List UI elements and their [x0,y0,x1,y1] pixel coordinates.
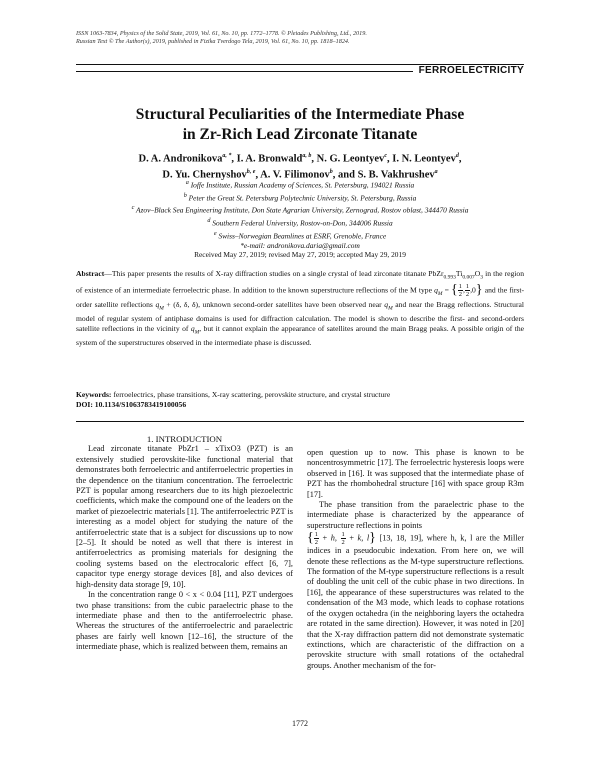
author: D. Yu. Chernyshov [162,169,247,180]
affiliation-text: Azov–Black Sea Engineering Institute, Don State Agrarian University, Zernograd, Rostov oblast, 344470 Russia [136,205,469,215]
abstract-text: + (δ, δ, δ), unknown second-order satellites have been observed near [163,299,385,309]
doi [76,400,524,410]
brace-right: } [475,282,483,298]
column-right [307,448,524,671]
section-label: FERROELECTRICITY [413,65,524,76]
affiliation [76,178,524,191]
math-q: q [384,299,389,309]
author-line: D. Yu. Chernyshov$^{b, e}$, A. V. Filimonov$^b$, and S. B. Vakhrushev$^a$ [162,168,438,180]
author-sup: d [455,153,459,159]
abstract-text: Ti [455,269,463,278]
paragraph: { $\frac{1}{2} + h$, $\frac{1}{2} + k$, l} [13, 18, 19], where h, k, l are the Miller indices in a pseudocubic indexation. From here on, we will denote these reflections as the M-type superstructure reflections. The formation of the M-type superstructure reflections is a result of doubling the unit cell of the cubic phase in two directions. In [16], the appearance of these superstructures was related to the condensation of the M3 mode, which leads to cophase rotations of the oxygen octahedra (in the neighboring layers the octahedra are rotated in the same direction). However, it was noted in [20] that the X-ray diffraction pattern did not demonstrate systematic extinctions, which are characteristic of the diffraction on a perovskite structure with small rotations of the octahedral groups. Another mechanism of the for- [307,530,524,670]
abstract-text: —This paper presents the results of X-ray diffraction studies on a single crystal of lead zirconate titanate PbZr [104,269,444,278]
affiliation [76,191,524,204]
author-sup: a [434,168,438,175]
math-sub: M [437,291,443,298]
author-sup: b [329,168,333,175]
brace-right: } [369,530,376,546]
paper-title [76,105,524,145]
math-q: q [190,323,195,333]
keywords-block [76,390,524,410]
formula-sub: 0.007 [462,274,475,281]
author: I. A. Bronwald [236,153,303,165]
affiliations [76,178,524,252]
affiliation-sup: a [185,180,189,186]
paragraph: open question up to now. This phase is known to be noncentrosymmetric [17]. The ferroelectric hysteresis loops were observed in [16]. It was supposed that the intermediate phase of PZT has the rhombohedral structure [16] with space group R3m [17]. [307,448,524,499]
math-q: q [434,285,438,295]
abstract: Abstract—This paper presents the results of X-ray diffraction studies on a single crystal of lead zirconate titanate $PbZr_{0.993}Ti_{0.007}O_3$ in the region of existence of an intermediate ferroelectric phase. In addition to the known superstructure reflections of the M type $q_M$ = { $\frac{1}{2}$, $\frac{1}{2},0$} and the first-order satellite reflections $q_M + (\delta$, δ, δ), unknown second-order satellites have been observed near $q_M$ and near the Bragg reflections. Structural model of regular system of antiphase domains is used for diffraction calculation. The model is shown to describe the first- and second-orders satellite reflections in the vicinity of $q_M$, but it cannot explain the appearance of satellites around the main Bragg peaks. A possible origin of the system of the superstructures observed in the intermediate phase is discussed. [76,269,525,348]
paragraph: Lead zirconate titanate PbZr1 – xTixO3 (PZT) is an extensively studied perovskite-like functional material that demonstrates both ferroelectric and antiferroelectric properties in the dependence on the titanium concentration. The ferroelectric PZT is popular among researchers due to its high piezoelectric coefficients, which make the compound one of the leaders on the market of piezoelectric materials [1]. The antiferroelectric PZT is interesting as a model object for studying the nature of the antiferroelectric state that is a subject for discussions up to now [2–5]. It should be noted as well that there is interest in antiferroelectrics as promising materials for designing the cooling systems based on the electrocaloric effect [6, 7], capacitor type energy storage devices [8], and also devices of high-density data storage [9, 10]. [76,444,293,589]
journal-header [76,30,516,46]
column-left [76,434,293,653]
author: A. V. Filimonov [260,169,330,180]
formula-sub: 3 [480,274,483,281]
math-sub: M [388,305,393,312]
affiliation-sup: e [213,230,217,237]
abstract-text: in the region of existence of an intermediate ferroelectric phase. In addition to the known superstructure reflections of the M type [76,269,525,295]
journal-header-line: ISSN 1063-7834, Physics of the Solid State, 2019, Vol. 61, No. 10, pp. 1772–1778. © Pleiades Publishing, Ltd., 2019. [76,30,367,37]
author: S. B. Vakhrushev [357,169,435,180]
author-sup: c [384,153,387,159]
received-dates: Received May 27, 2019; revised May 27, 2019; accepted May 29, 2019 [194,250,406,259]
divider [76,421,524,422]
email[interactable]: *e-mail: andronikova.daria@gmail.com [240,241,360,251]
math-sub: M [159,305,164,312]
affiliation-sup: d [207,218,211,225]
affiliation [76,216,524,229]
paragraph-text: [13, 18, 19], where h, k, l are the Miller indices in a pseudocubic indexation. From here on, we will denote these reflections as the M-type superstructure reflections. The formation of the M-type superstructure reflections is a result of doubling the unit cell of the cubic phase in two directions. In [16], the appearance of these superstructures was related to the condensation of the M3 mode, which leads to cophase rotations of the oxygen octahedra (in the neighboring layers the octahedra are rotated in the same direction). However, it was noted in [20] that the X-ray diffraction pattern did not demonstrate systematic extinctions, which are characteristic of the diffraction on a perovskite structure with small rotations of the octahedral groups. Another mechanism of the for- [307,533,524,670]
author-list [76,150,524,181]
author-sup: b, e [246,168,256,175]
keywords-text: ferroelectrics, phase transitions, X-ray scattering, perovskite structure, and crystal structure [113,390,391,399]
journal-header-line: Russian Text © The Author(s), 2019, published in Fizika Tverdogo Tela, 2019, Vol. 61, No. 10, pp. 1818–1824. [76,38,350,45]
author-line: D. A. Andronikova$^{a, *}$, I. A. Bronwald$^{a, b}$, N. G. Leontyev$^c$, I. N. Leontyev$^d$, [138,153,462,165]
doi-label: DOI: [76,400,93,409]
author: I. N. Leontyev [392,153,456,165]
formula-sub: 0.993 [443,274,456,281]
fraction: $\frac{1}{2}$ [314,531,318,547]
page-number: 1772 [292,719,308,728]
paragraph: The phase transition from the paraelectric phase to the intermediate phase is characterized by the appearance of superstructure reflections in points [307,500,524,530]
author-sup: a, b [302,153,312,159]
keywords-label: Keywords: [76,390,112,399]
brace-left: { [307,530,314,546]
affiliation-text: Swiss–Norwegian Beamlines at ESRF, Grenoble, France [218,231,387,241]
author: N. G. Leontyev [316,153,385,165]
affiliation-text: Ioffe Institute, Russian Academy of Sciences, St. Petersburg, 194021 Russia [190,180,415,190]
keywords [76,390,524,400]
title-line: in Zr-Rich Lead Zirconate Titanate [182,126,418,143]
paragraph: In the concentration range 0 < x < 0.04 [11], PZT undergoes two phase transitions: from the cubic paraelectric phase to the intermediate phase and then to the antiferroelectric phase. Whereas the structures of the antiferroelectric and paraelectric phases are fairly well known [12–16], the structure of the intermediate phase, which is realized between them, remains an [76,590,293,652]
abstract-text: O [474,269,481,278]
abstract-text: , but it cannot explain the appearance of satellites around the main Bragg peaks. A possible origin of the system of the superstructures observed in the intermediate phase is discussed. [76,323,524,348]
fraction: $\frac{1}{2}$ [465,283,470,299]
affiliation-sup: c [131,205,135,212]
affiliation [76,229,524,242]
fraction: $\frac{1}{2}$ [458,283,462,299]
affiliation [76,203,524,216]
math-q: q [155,299,160,309]
fraction: $\frac{1}{2}$ [341,531,345,547]
abstract-text: and near the Bragg reflections. Structural model of regular system of antiphase domains is used for diffraction calculation. The model is shown to describe the first- and second-orders satellite reflections in the vicinity of [76,299,524,333]
abstract-label: Abstract [76,269,105,278]
doi-link[interactable]: 10.1134/S1063783419100056 [94,400,187,409]
affiliation-sup: b [183,192,187,199]
affiliation-text: Peter the Great St. Petersburg Polytechnic University, St. Petersburg, Russia [188,193,417,203]
author: D. A. Andronikova [138,153,223,165]
math-sub: M [194,329,200,336]
author-sup: a, * [222,153,232,159]
section-heading: 1. INTRODUCTION [146,434,223,444]
affiliation-text: Southern Federal University, Rostov-on-Don, 344006 Russia [212,218,393,228]
abstract-text: and the first-order satellite reflections [76,285,524,309]
brace-left: { [451,282,458,298]
section-bar [76,64,524,78]
title-line: Structural Peculiarities of the Intermediate Phase [135,106,465,123]
